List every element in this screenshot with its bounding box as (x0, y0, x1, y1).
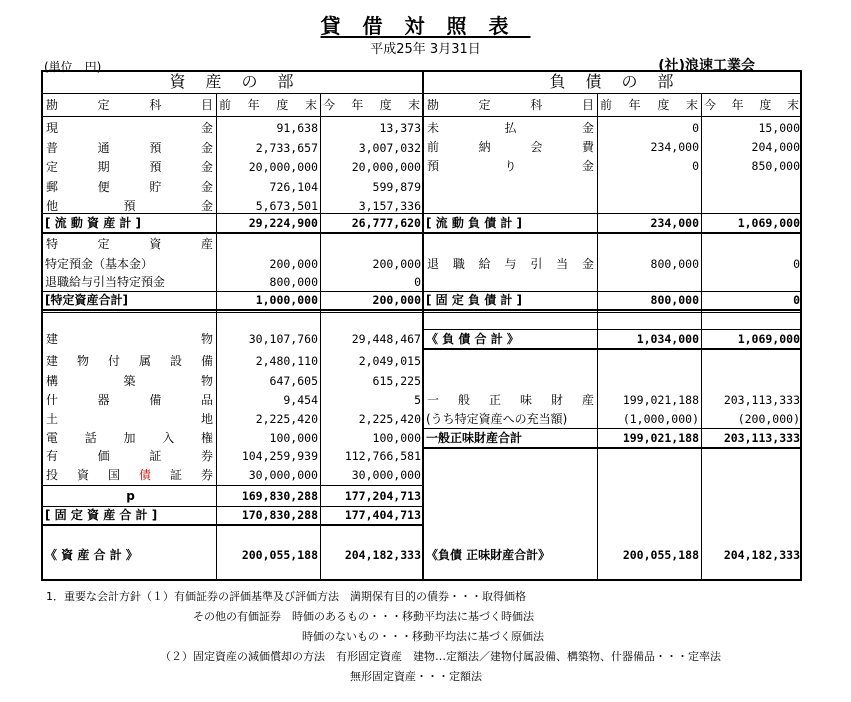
curr-year-value: 15,000 (758, 121, 800, 135)
column-divider (320, 93, 321, 581)
account-name: 有価証券 (46, 449, 213, 463)
curr-year-value: 1,069,000 (737, 332, 800, 346)
prev-year-value: 170,830,288 (241, 508, 318, 522)
prev-year-value: 234,000 (650, 216, 699, 230)
account-name: p (126, 489, 135, 503)
account-name: 特定資産 (46, 237, 213, 251)
curr-year-value: 615,225 (372, 374, 421, 388)
curr-year-value: 203,113,333 (723, 393, 800, 407)
account-name: 退職給与引当特定預金 (45, 275, 166, 289)
prev-year-value: 200,000 (269, 257, 318, 271)
curr-year-value: 850,000 (751, 159, 800, 173)
account-name: 退職給与引当金 (427, 257, 594, 271)
col-header-prev: 前 年 度 末 (219, 98, 317, 112)
prev-year-value: 30,107,760 (248, 332, 318, 346)
curr-year-value: 1,069,000 (737, 216, 800, 230)
prev-year-value: 0 (692, 159, 699, 173)
document-date: 平成25年 3月31日 (370, 42, 481, 57)
account-name: 現金 (46, 121, 213, 135)
curr-year-value: 2,225,420 (358, 412, 421, 426)
curr-year-value: 112,766,581 (344, 449, 421, 463)
column-divider (422, 71, 424, 581)
account-name: 預り金 (427, 159, 594, 173)
account-name: 構築物 (46, 374, 213, 388)
prev-year-value: 647,605 (269, 374, 318, 388)
prev-year-value: 9,454 (283, 393, 318, 407)
row-divider (423, 348, 802, 350)
prev-year-value: 29,224,900 (248, 216, 318, 230)
document-title: 貸借対照表 (320, 14, 531, 38)
col-header-curr: 今 年 度 末 (704, 98, 799, 112)
account-name: 他預金 (46, 199, 213, 213)
prev-year-value: 2,480,110 (255, 354, 318, 368)
prev-year-value: 0 (692, 121, 699, 135)
prev-year-value: 169,830,288 (241, 489, 318, 503)
account-name: 一般正味財産 (427, 393, 594, 407)
note-line: 無形固定資産・・・定額法 (350, 670, 482, 683)
row-divider (42, 485, 423, 486)
prev-year-value: (1,000,000) (622, 412, 699, 426)
prev-year-value: 200,055,188 (622, 548, 699, 562)
account-name: [ 固 定 負 債 計 ] (426, 293, 523, 307)
curr-year-value: 3,157,336 (358, 199, 421, 213)
account-name: 特定預金（基本金） (45, 257, 154, 271)
account-name: 定期預金 (46, 160, 213, 174)
account-name: 未払金 (427, 121, 594, 135)
prev-year-value: 800,000 (650, 293, 699, 307)
assets-section-header: 資 産 の 部 (169, 72, 296, 91)
curr-year-value: (200,000) (737, 412, 800, 426)
account-name: 《 負 債 合 計 》 (426, 332, 519, 346)
col-header-curr: 今 年 度 末 (323, 98, 420, 112)
curr-year-value: 177,404,713 (344, 508, 421, 522)
account-name: 《 資 産 合 計 》 (45, 548, 138, 562)
column-divider (216, 93, 217, 581)
curr-year-value: 200,000 (372, 257, 421, 271)
row-divider (423, 447, 802, 449)
col-header-account: 勘 定 科 目 (46, 98, 213, 112)
prev-year-value: 2,733,657 (255, 140, 318, 155)
liabilities-section-header: 負 債 の 部 (549, 72, 676, 91)
prev-year-value: 91,638 (276, 121, 318, 135)
row-divider (42, 524, 423, 526)
prev-year-value: 20,000,000 (248, 160, 318, 174)
prev-year-value: 1,034,000 (636, 332, 699, 346)
curr-year-value: 30,000,000 (351, 468, 421, 482)
curr-year-value: 599,879 (372, 179, 421, 194)
prev-year-value: 104,259,939 (241, 449, 318, 463)
curr-year-value: 2,049,015 (358, 354, 421, 368)
column-divider (701, 93, 702, 581)
account-name: [ 固 定 資 産 合 計 ] (45, 508, 158, 522)
curr-year-value: 177,204,713 (344, 489, 421, 503)
account-name: (うち特定資産への充当額) (426, 412, 568, 426)
note-line: （２）固定資産の減価償却の方法 有形固定資産 建物…定額法／建物付属設備、構築物、什器備品・・・定率法 (160, 650, 721, 663)
organization-name: (社)浪速工業会 (658, 58, 755, 74)
curr-year-value: 5 (414, 393, 421, 407)
prev-year-value: 2,225,420 (255, 412, 318, 426)
curr-year-value: 26,777,620 (351, 216, 421, 230)
prev-year-value: 199,021,188 (622, 393, 699, 407)
curr-year-value: 100,000 (372, 431, 421, 445)
prev-year-value: 1,000,000 (255, 293, 318, 307)
col-header-prev: 前 年 度 末 (600, 98, 698, 112)
curr-year-value: 13,373 (379, 121, 421, 135)
note-line: その他の有価証券 時価のあるもの・・・移動平均法に基づく時価法 (193, 610, 534, 623)
row-divider (42, 232, 423, 234)
account-name: 一般正味財産合計 (426, 431, 523, 445)
prev-year-value: 234,000 (650, 140, 699, 154)
prev-year-value: 800,000 (269, 275, 318, 289)
curr-year-value: 20,000,000 (351, 160, 421, 174)
curr-year-value: 204,182,333 (723, 548, 800, 562)
note-line: 1．重要な会計方針（１）有価証券の評価基準及び評価方法 満期保有目的の債券・・・取得価格 (46, 590, 526, 603)
curr-year-value: 203,113,333 (723, 431, 800, 445)
account-name: 什器備品 (46, 393, 213, 407)
prev-year-value: 30,000,000 (248, 468, 318, 482)
curr-year-value: 29,448,467 (351, 332, 421, 346)
account-name: 《負債 正味財産合計》 (426, 548, 551, 562)
prev-year-value: 726,104 (269, 179, 318, 194)
prev-year-value: 800,000 (650, 257, 699, 271)
account-name: 電話加入権 (46, 431, 213, 445)
row-divider (423, 232, 802, 234)
prev-year-value: 199,021,188 (622, 431, 699, 445)
col-header-account: 勘 定 科 目 (427, 98, 594, 112)
curr-year-value: 3,007,032 (358, 140, 421, 155)
prev-year-value: 200,055,188 (241, 548, 318, 562)
account-name: 投 資 国 債 証 券 (46, 468, 213, 482)
highlighted-char: 債 (138, 468, 159, 482)
curr-year-value: 0 (793, 257, 800, 271)
unit-label: (単位 円) (44, 60, 102, 74)
prev-year-value: 100,000 (269, 431, 318, 445)
account-name: 建物 (46, 332, 213, 346)
account-name: 郵便貯金 (46, 179, 213, 194)
curr-year-value: 200,000 (372, 293, 421, 307)
account-name: 普通預金 (46, 140, 213, 155)
account-name: [ 流 動 負 債 計 ] (426, 216, 523, 230)
account-name: 前納会費 (427, 140, 594, 154)
account-name: 建物付属設備 (46, 354, 213, 368)
curr-year-value: 0 (793, 293, 800, 307)
prev-year-value: 5,673,501 (255, 199, 318, 213)
curr-year-value: 0 (414, 275, 421, 289)
account-name: [特定資産合計] (45, 293, 128, 307)
note-line: 時価のないもの・・・移動平均法に基づく原価法 (302, 630, 544, 643)
column-divider (597, 93, 598, 581)
account-name: 土地 (46, 412, 213, 426)
curr-year-value: 204,000 (751, 140, 800, 154)
account-name: [ 流 動 資 産 計 ] (45, 216, 142, 230)
curr-year-value: 204,182,333 (344, 548, 421, 562)
